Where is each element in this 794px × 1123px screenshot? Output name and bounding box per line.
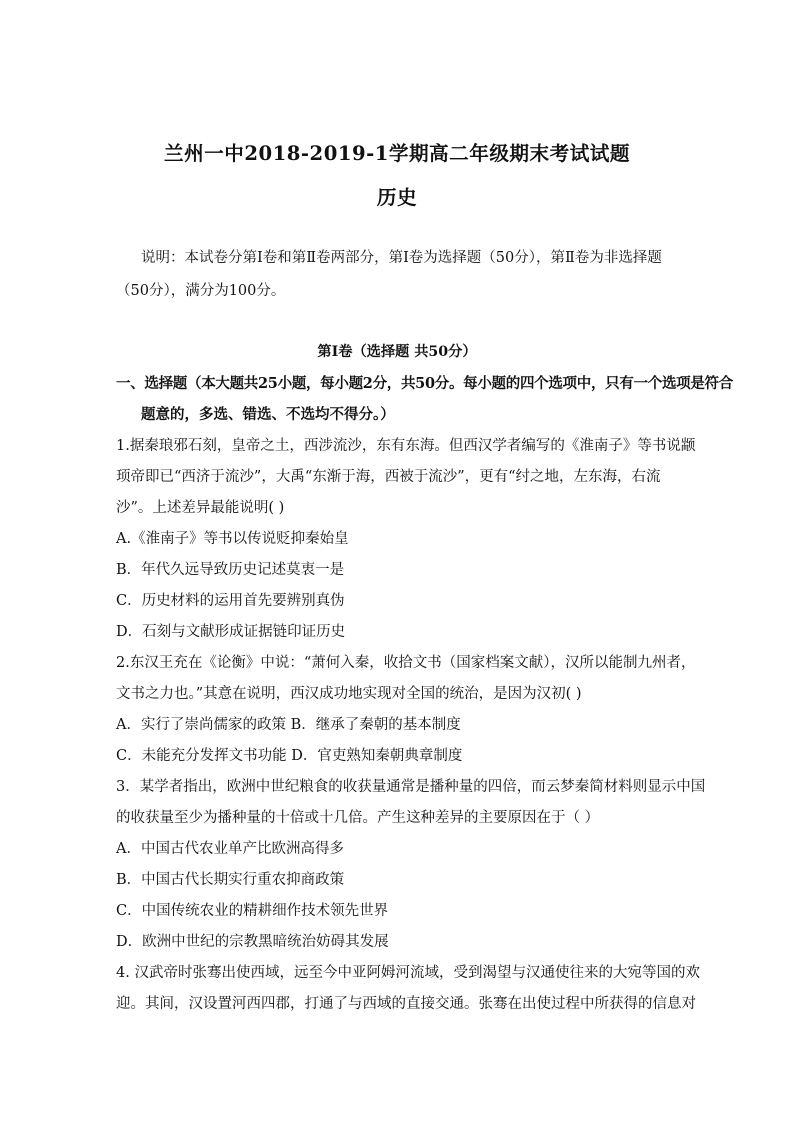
question-1-option-c: C．历史材料的运用首先要辨别真伪 (116, 593, 345, 609)
question-1-option-b: B．年代久远导致历史记述莫衷一是 (116, 562, 345, 578)
question-2-stem-line-1: 2.东汉王充在《论衡》中说：“萧何入秦，收拾文书（国家档案文献），汉所以能制九州者， (116, 655, 696, 671)
question-3-stem-line-1: 3．某学者指出，欧洲中世纪粮食的收获量通常是播种量的四倍，而云梦秦简材料则显示中国 (116, 779, 706, 795)
question-2-stem-line-2: 文书之力也。”其意在说明，西汉成功地实现对全国的统治，是因为汉初( ) (116, 686, 582, 702)
question-1-stem-line-1: 1.据秦琅邪石刻，皇帝之土，西涉流沙，东有东海。但西汉学者编写的《淮南子》等书说颛 (116, 438, 696, 454)
question-3-option-c: C．中国传统农业的精耕细作技术领先世界 (116, 903, 389, 919)
question-1-stem-line-2: 顼帝即已“西济于流沙”，大禹“东渐于海，西被于流沙”，更有“纣之地，左东海，右流 (116, 469, 661, 485)
question-1-stem-line-3: 沙”。上述差异最能说明( ) (116, 500, 285, 516)
instructions-line-1: 说明：本试卷分第Ⅰ卷和第Ⅱ卷两部分，第Ⅰ卷为选择题（50分），第Ⅱ卷为非选择题 (141, 250, 662, 266)
instructions-line-2: （50分），满分为100分。 (116, 283, 286, 299)
section-title: 第Ⅰ卷（选择题 共50分） (317, 344, 477, 360)
question-3-option-d: D．欧洲中世纪的宗教黑暗统治妨碍其发展 (116, 934, 389, 950)
question-3-option-a: A．中国古代农业单产比欧洲高得多 (116, 841, 344, 857)
section-heading-line-1: 一、选择题（本大题共25小题，每小题2分，共50分。每小题的四个选项中，只有一个选项是符合 (116, 375, 733, 392)
exam-title: 兰州一中2018-2019-1学期高二年级期末考试试题 (164, 142, 630, 165)
question-4-stem-line-1: 4. 汉武帝时张骞出使西域，远至今中亚阿姆河流域，受到渴望与汉通使往来的大宛等国的欢 (116, 965, 700, 981)
section-heading-line-2: 题意的，多选、错选、不选均不得分。） (141, 406, 395, 423)
question-1-option-d: D．石刻与文献形成证据链印证历史 (116, 624, 346, 640)
question-2-options-row-2: C．未能充分发挥文书功能 D．官吏熟知秦朝典章制度 (116, 748, 463, 764)
question-2-options-row-1: A．实行了崇尚儒家的政策 B．继承了秦朝的基本制度 (116, 717, 461, 733)
subject-title: 历史 (376, 186, 418, 209)
question-1-option-a: A.《淮南子》等书以传说贬抑秦始皇 (116, 531, 349, 547)
question-4-stem-line-2: 迎。其间，汉设置河西四郡，打通了与西域的直接交通。张骞在出使过程中所获得的信息对 (116, 996, 696, 1012)
question-3-option-b: B．中国古代长期实行重农抑商政策 (116, 872, 345, 888)
question-3-stem-line-2: 的收获量至少为播种量的十倍或十几倍。产生这种差异的主要原因在于（ ） (116, 810, 600, 826)
